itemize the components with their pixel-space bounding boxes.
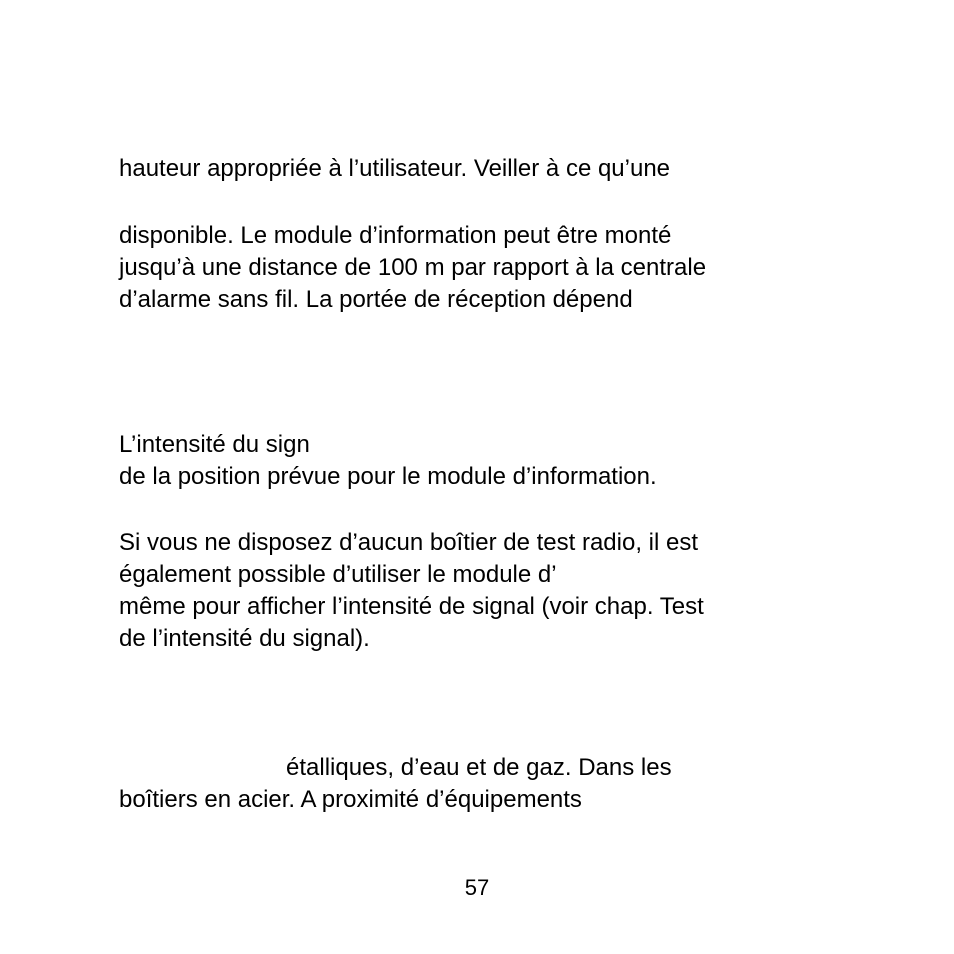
- text-line-4: d’alarme sans fil. La portée de réception dépend: [119, 286, 633, 313]
- text-line-11: étalliques, d’eau et de gaz. Dans les: [286, 754, 672, 781]
- text-line-1: hauteur appropriée à l’utilisateur. Veiller à ce qu’une: [119, 155, 671, 182]
- text-line-2: disponible. Le module d’information peut être monté: [119, 222, 672, 249]
- text-line-5: L’intensité du sign: [119, 431, 310, 458]
- page-number: 57: [464, 875, 490, 900]
- text-line-7: Si vous ne disposez d’aucun boîtier de test radio, il est: [119, 529, 698, 556]
- text-line-10: de l’intensité du signal).: [119, 625, 370, 652]
- text-line-12: boîtiers en acier. A proximité d’équipements: [119, 786, 582, 813]
- text-line-3: jusqu’à une distance de 100 m par rapport à la centrale: [119, 254, 707, 281]
- text-line-6: de la position prévue pour le module d’information.: [119, 463, 657, 490]
- text-line-8: également possible d’utiliser le module d’: [119, 561, 557, 588]
- text-line-9: même pour afficher l’intensité de signal (voir chap. Test: [119, 593, 704, 620]
